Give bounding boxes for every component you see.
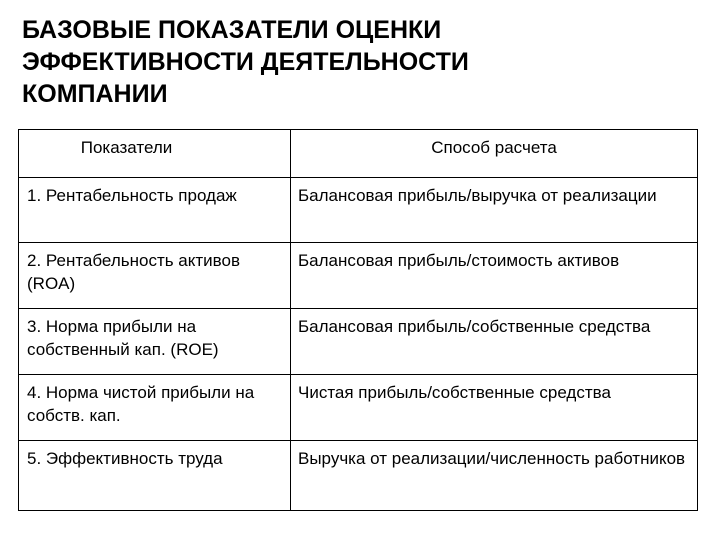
metrics-table [18,129,698,511]
table-row [19,441,698,511]
slide-title: БАЗОВЫЕ ПОКАЗАТЕЛИ ОЦЕНКИ ЭФФЕКТИВНОСТИ ДЕЯТЕЛЬНОСТИ КОМПАНИИ [22,16,469,108]
table-row [19,375,698,441]
indicator-cell: 1. Рентабельность продаж [19,178,291,243]
indicator-cell: 4. Норма чистой прибыли на собств. кап. [19,375,291,441]
header-indicator: Показатели [19,130,291,178]
method-cell: Балансовая прибыль/стоимость активов [291,243,698,309]
method-cell: Чистая прибыль/собственные средства [291,375,698,441]
indicator-cell: 2. Рентабельность активов (ROA) [19,243,291,309]
method-cell: Балансовая прибыль/выручка от реализации [291,178,698,243]
table-row [19,178,698,243]
method-cell: Выручка от реализации/численность работников [291,441,698,511]
table-row [19,309,698,375]
indicator-cell: 5. Эффективность труда [19,441,291,511]
table-row [19,243,698,309]
header-method: Способ расчета [291,130,698,178]
table-header-row [19,130,698,178]
indicator-cell: 3. Норма прибыли на собственный кап. (ROE) [19,309,291,375]
method-cell: Балансовая прибыль/собственные средства [291,309,698,375]
